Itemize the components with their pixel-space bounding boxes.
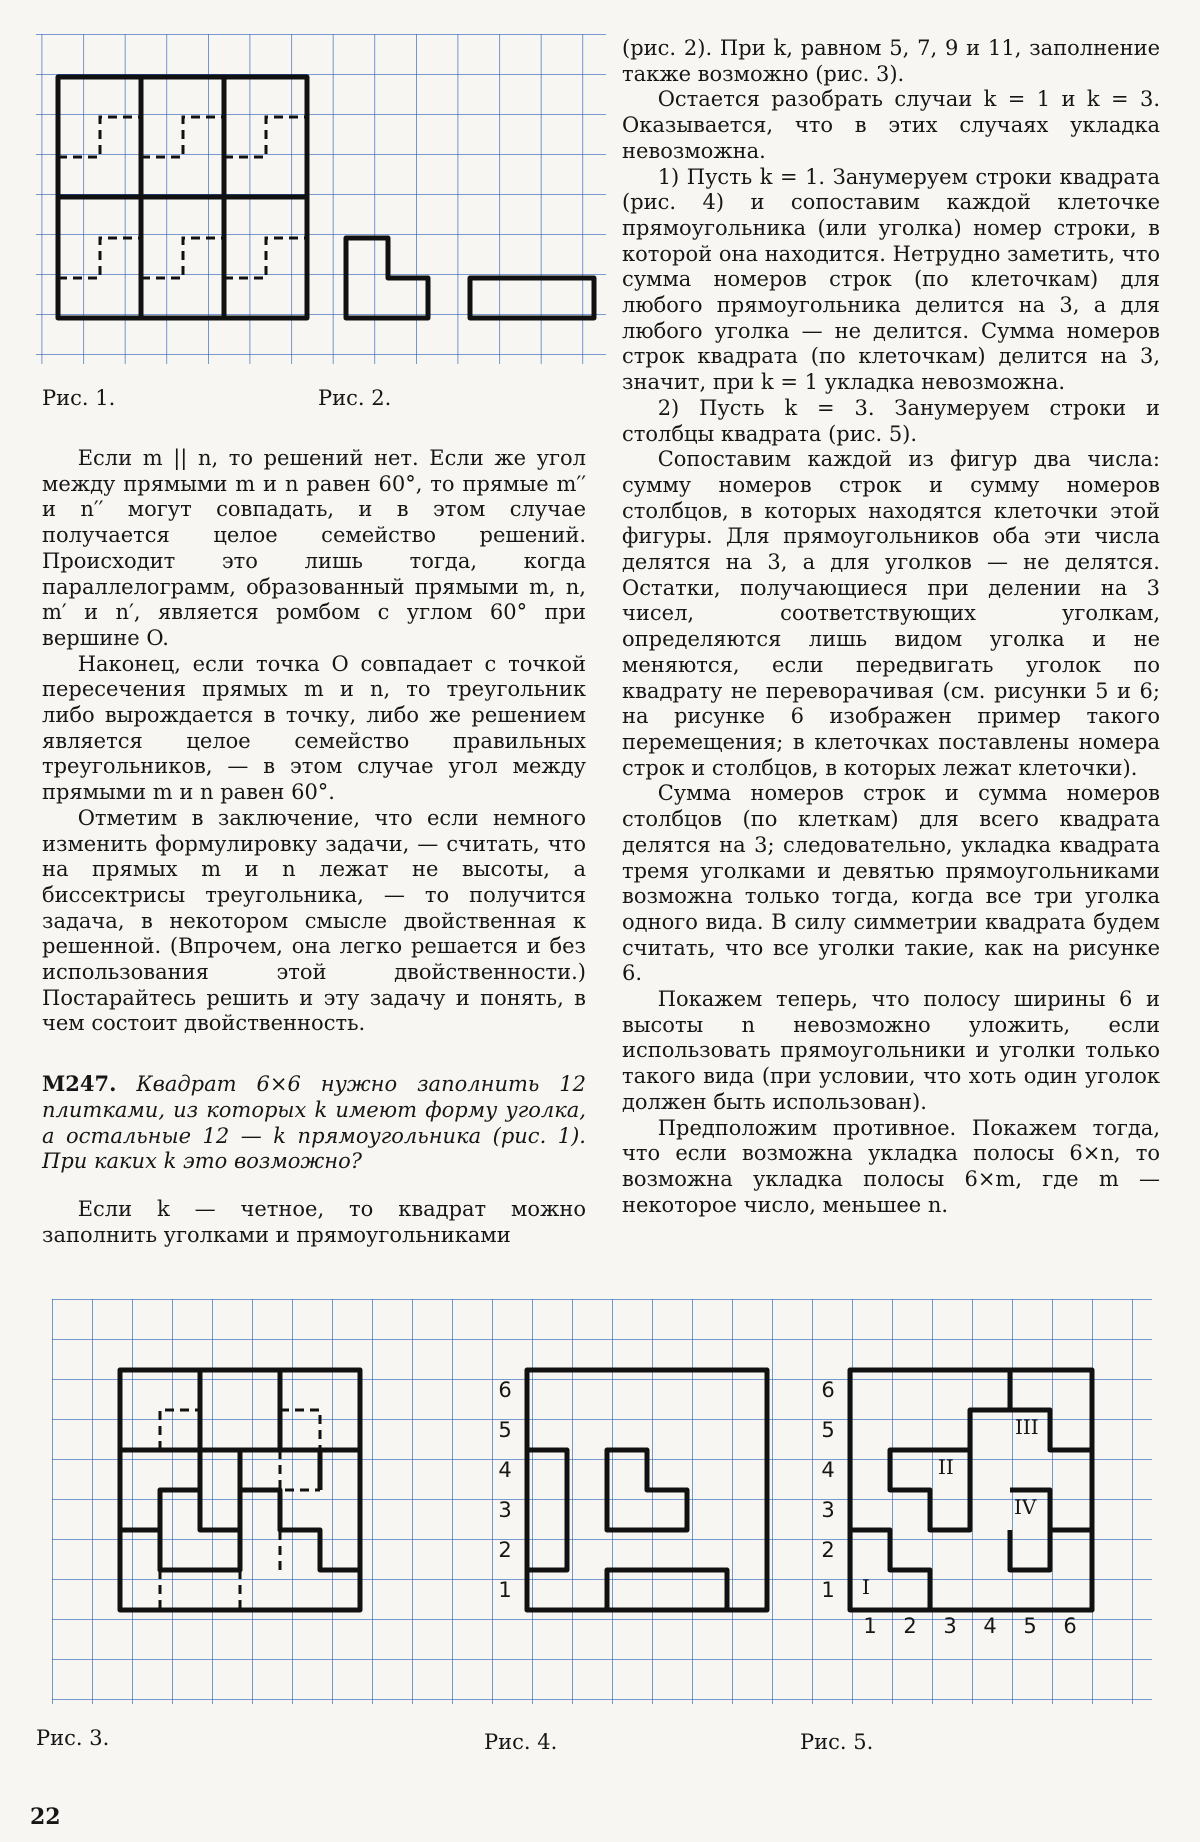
fig5-row-label: 1 [821, 1578, 835, 1602]
left-paragraph-2: Наконец, если точка O совпадает с точкой пересечения прямых m и n, то треугольник либо вырождается в точку, либо же решением является целое семейство правильных треугольников, — в этом случае угол между прямыми m и n равен 60°. [42, 651, 586, 805]
right-paragraph-3: 1) Пусть k = 1. Занумеруем строки квадрата (рис. 4) и сопоставим каждой клеточке прямоугольника (или уголка) номер строки, в которой она находится. Нетрудно заметить, что сумма номеров строк (по клеточкам) для любого прямоугольника делится на 3, а для любого уголка — не делится. Сумма номеров строк квадрата (по клеточкам) делится на 3, значит, при k = 1 укладка невозможна. [622, 164, 1160, 395]
fig5-col-label: 2 [903, 1614, 917, 1638]
fig1-caption: Рис. 1. [42, 386, 116, 410]
fig4-row-label: 5 [498, 1418, 512, 1442]
left-paragraph-1: Если m || n, то решений нет. Если же угол между прямыми m и n равен 60°, то прямые m′′ и n′′ могут совпадать, и в этом случае получается целое семейство решений. Происходит это лишь тогда, когда параллелограмм, образованный прямыми m, n, m′ и n′, является ромбом с углом 60° при вершине O. [42, 446, 586, 650]
fig5-col-label: 6 [1063, 1614, 1077, 1638]
fig4-row-label: 6 [498, 1378, 512, 1402]
fig5-col-label: 5 [1023, 1614, 1037, 1638]
left-paragraph-4: Если k — четное, то квадрат можно заполнить уголками и прямоугольниками [42, 1196, 586, 1247]
right-paragraph-8: Предположим противное. Покажем тогда, что если возможна укладка полосы 6×n, то возможна укладка полосы 6×m, где m — некоторое число, меньшее n. [622, 1115, 1160, 1217]
fig5-col-labels [850, 1614, 1092, 1638]
fig5-corner-label-2: II [938, 1455, 954, 1479]
fig2-caption: Рис. 2. [318, 386, 392, 410]
fig3-caption: Рис. 3. [36, 1726, 110, 1750]
fig5-row-label: 5 [821, 1418, 835, 1442]
problem-statement: Квадрат 6×6 нужно заполнить 12 плитками, из которых k имеют форму уголка, а остальные 12 — k прямоугольника (рис. 1). При каких k это возможно? [42, 1072, 586, 1174]
fig5-row-labels [815, 1370, 841, 1610]
problem-label: М247. [42, 1071, 117, 1097]
right-paragraph-2: Остается разобрать случаи k = 1 и k = 3. Оказывается, что в этих случаях укладка невозможна. [622, 87, 1160, 163]
left-column [42, 446, 586, 1248]
grid-bottom [52, 1299, 1152, 1704]
right-paragraph-5: Сопоставим каждой из фигур два числа: сумму номеров строк и сумму номеров столбцов, в которых находятся клеточки этой фигуры. Для прямоугольников оба эти числа делятся на 3, а для уголков — не делятся. Остатки, получающиеся при делении на 3 чисел, соответствующих уголкам, определяются лишь видом уголка и не меняются, если передвигать уголок по квадрату не переворачивая (см. рисунки 5 и 6; на рисунке 6 изображен пример такого перемещения; в клеточках поставлены номера строк и столбцов, в которых лежат клеточки). [622, 447, 1160, 780]
fig5-caption: Рис. 5. [800, 1730, 874, 1754]
fig5-row-label: 4 [821, 1458, 835, 1482]
right-paragraph-1: (рис. 2). При k, равном 5, 7, 9 и 11, заполнение также возможно (рис. 3). [622, 36, 1160, 86]
right-column [622, 36, 1160, 1218]
right-paragraph-4: 2) Пусть k = 3. Занумеруем строки и столбцы квадрата (рис. 5). [622, 395, 1160, 446]
fig5-col-label: 1 [863, 1614, 877, 1638]
fig5-col-label: 3 [943, 1614, 957, 1638]
fig5-corner-label-4: IV [1014, 1495, 1037, 1519]
fig5-corner-label-3: III [1015, 1415, 1039, 1439]
fig4-row-label: 2 [498, 1538, 512, 1562]
problem-m247 [42, 1071, 586, 1175]
page-number: 22 [30, 1804, 61, 1830]
fig5-col-label: 4 [983, 1614, 997, 1638]
left-paragraph-3: Отметим в заключение, что если немного изменить формулировку задачи, — считать, что на прямых m и n лежат не высоты, а биссектрисы треугольника, — то получится задача, в некотором смысле двойственная к решенной. (Впрочем, она легко решается и без использования этой двойственности.) Постарайтесь решить и эту задачу и понять, в чем состоит двойственность. [42, 805, 586, 1036]
fig4-row-labels [492, 1370, 518, 1610]
fig5-row-label: 2 [821, 1538, 835, 1562]
fig5-corner-label-1: I [862, 1575, 870, 1599]
right-paragraph-6: Сумма номеров строк и сумма номеров столбцов (по клеткам) для всего квадрата делятся на 3; следовательно, укладка квадрата тремя уголками и девятью прямоугольниками возможна только тогда, когда все три уголка одного вида. В силу симметрии квадрата будем считать, что все уголки такие, как на рисунке 6. [622, 781, 1160, 986]
fig4-caption: Рис. 4. [484, 1730, 558, 1754]
fig4-row-label: 4 [498, 1458, 512, 1482]
fig5-row-label: 3 [821, 1498, 835, 1522]
fig4-row-label: 1 [498, 1578, 512, 1602]
right-paragraph-7: Покажем теперь, что полосу ширины 6 и высоты n невозможно уложить, если использовать прямоугольники и уголки только такого вида (при условии, что хоть один уголок должен быть использован). [622, 987, 1160, 1114]
fig4-row-label: 3 [498, 1498, 512, 1522]
fig5-row-label: 6 [821, 1378, 835, 1402]
